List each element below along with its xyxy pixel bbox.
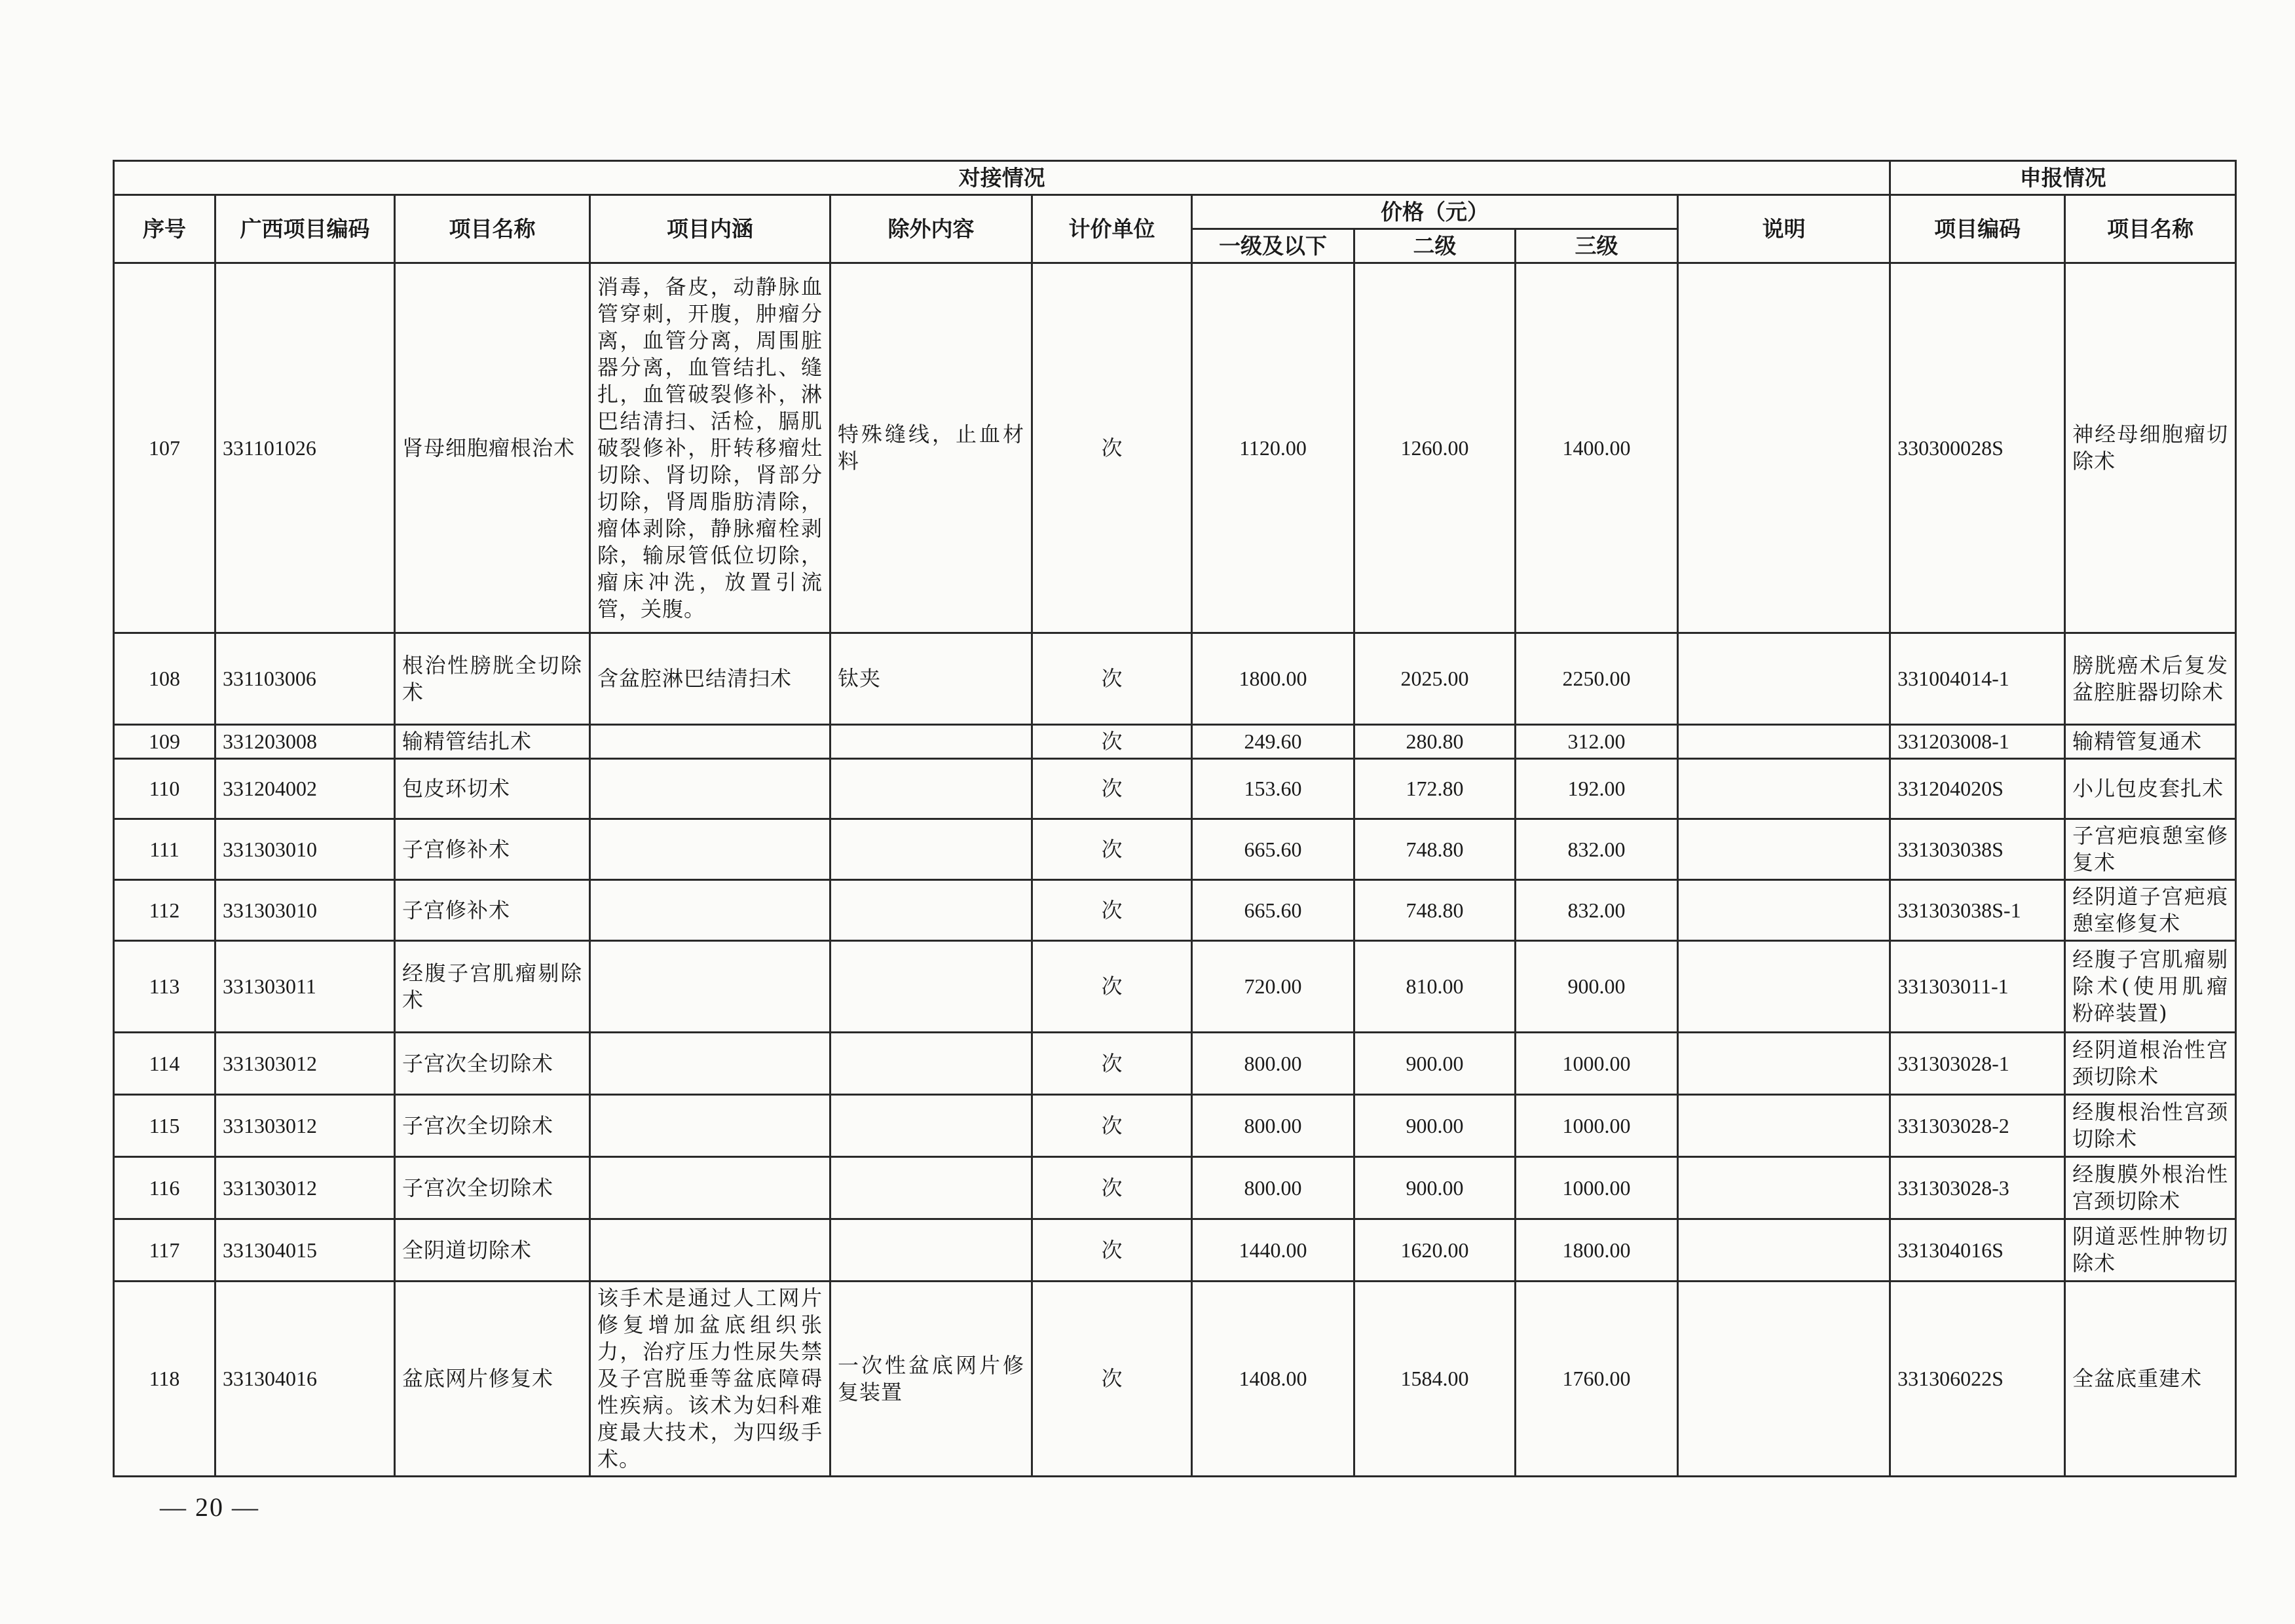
cell-p3: 900.00 (1516, 941, 1678, 1033)
cell-name: 子宫修补术 (395, 880, 590, 941)
cell-seq: 109 (114, 725, 215, 759)
cell-excluded (830, 1095, 1032, 1157)
col-header-price-level2: 二级 (1354, 229, 1516, 263)
cell-p1: 1120.00 (1192, 263, 1354, 633)
cell-seq: 118 (114, 1282, 215, 1477)
cell-p1: 1408.00 (1192, 1282, 1354, 1477)
table-row (114, 725, 2236, 759)
cell-name: 子宫次全切除术 (395, 1095, 590, 1157)
cell-note (1678, 759, 1890, 819)
cell-excluded: 一次性盆底网片修复装置 (830, 1282, 1032, 1477)
col-header-unit: 计价单位 (1032, 195, 1192, 263)
cell-gx-code: 331203008 (215, 725, 395, 759)
col-header-excluded: 除外内容 (830, 195, 1032, 263)
cell-content (590, 759, 830, 819)
cell-excluded: 特殊缝线，止血材料 (830, 263, 1032, 633)
cell-p2: 748.80 (1354, 880, 1516, 941)
cell-excluded: 钛夹 (830, 633, 1032, 725)
table-row (114, 633, 2236, 725)
cell-name: 子宫次全切除术 (395, 1157, 590, 1219)
cell-note (1678, 1219, 1890, 1282)
cell-p2: 1584.00 (1354, 1282, 1516, 1477)
cell-content (590, 819, 830, 880)
cell-unit: 次 (1032, 1282, 1192, 1477)
cell-apply-code: 331303011-1 (1890, 941, 2065, 1033)
cell-p1: 249.60 (1192, 725, 1354, 759)
cell-apply-code: 331306022S (1890, 1282, 2065, 1477)
table-row (114, 1282, 2236, 1477)
cell-name: 输精管结扎术 (395, 725, 590, 759)
col-header-seq: 序号 (114, 195, 215, 263)
cell-apply-code: 331304016S (1890, 1219, 2065, 1282)
table-body (114, 263, 2236, 1477)
cell-content (590, 880, 830, 941)
cell-p3: 1000.00 (1516, 1157, 1678, 1219)
cell-name: 包皮环切术 (395, 759, 590, 819)
cell-gx-code: 331303012 (215, 1033, 395, 1095)
cell-p2: 280.80 (1354, 725, 1516, 759)
cell-apply-name: 经腹根治性宫颈切除术 (2065, 1095, 2236, 1157)
group-header-docking: 对接情况 (114, 161, 1890, 195)
cell-gx-code: 331101026 (215, 263, 395, 633)
cell-p3: 1000.00 (1516, 1033, 1678, 1095)
cell-seq: 108 (114, 633, 215, 725)
col-header-apply-code: 项目编码 (1890, 195, 2065, 263)
table-row (114, 1033, 2236, 1095)
cell-excluded (830, 941, 1032, 1033)
cell-p3: 2250.00 (1516, 633, 1678, 725)
cell-content: 消毒，备皮，动静脉血管穿刺，开腹，肿瘤分离，血管分离，周围脏器分离，血管结扎、缝扎，血管破裂修补，淋巴结清扫、活检，膈肌破裂修补，肝转移瘤灶切除、肾切除，肾部分切除，肾周脂肪清除，瘤体剥除，静脉瘤栓剥除，输尿管低位切除，瘤床冲洗，放置引流管，关腹。 (590, 263, 830, 633)
table-row (114, 1157, 2236, 1219)
table-row (114, 1095, 2236, 1157)
table-row (114, 759, 2236, 819)
col-header-apply-name: 项目名称 (2065, 195, 2236, 263)
cell-p1: 800.00 (1192, 1033, 1354, 1095)
cell-name: 肾母细胞瘤根治术 (395, 263, 590, 633)
cell-apply-name: 小儿包皮套扎术 (2065, 759, 2236, 819)
cell-seq: 114 (114, 1033, 215, 1095)
table-row (114, 819, 2236, 880)
cell-apply-code: 331204020S (1890, 759, 2065, 819)
cell-seq: 111 (114, 819, 215, 880)
cell-note (1678, 1282, 1890, 1477)
cell-p2: 900.00 (1354, 1095, 1516, 1157)
cell-p2: 172.80 (1354, 759, 1516, 819)
cell-note (1678, 263, 1890, 633)
cell-p3: 1000.00 (1516, 1095, 1678, 1157)
cell-name: 全阴道切除术 (395, 1219, 590, 1282)
cell-gx-code: 331303010 (215, 819, 395, 880)
col-header-price-level1: 一级及以下 (1192, 229, 1354, 263)
cell-seq: 115 (114, 1095, 215, 1157)
cell-p2: 1620.00 (1354, 1219, 1516, 1282)
col-header-content: 项目内涵 (590, 195, 830, 263)
cell-note (1678, 941, 1890, 1033)
cell-seq: 110 (114, 759, 215, 819)
cell-apply-code: 331303028-1 (1890, 1033, 2065, 1095)
col-header-price-level3: 三级 (1516, 229, 1678, 263)
cell-gx-code: 331303010 (215, 880, 395, 941)
table-row (114, 880, 2236, 941)
page-number: — 20 — (160, 1492, 259, 1522)
cell-gx-code: 331303011 (215, 941, 395, 1033)
cell-p3: 832.00 (1516, 819, 1678, 880)
cell-name: 子宫次全切除术 (395, 1033, 590, 1095)
cell-apply-name: 阴道恶性肿物切除术 (2065, 1219, 2236, 1282)
cell-p1: 720.00 (1192, 941, 1354, 1033)
cell-unit: 次 (1032, 1157, 1192, 1219)
cell-p3: 1400.00 (1516, 263, 1678, 633)
cell-name: 根治性膀胱全切除术 (395, 633, 590, 725)
cell-seq: 117 (114, 1219, 215, 1282)
cell-unit: 次 (1032, 819, 1192, 880)
cell-unit: 次 (1032, 880, 1192, 941)
cell-seq: 112 (114, 880, 215, 941)
cell-apply-name: 全盆底重建术 (2065, 1282, 2236, 1477)
group-header-application: 申报情况 (1890, 161, 2236, 195)
cell-excluded (830, 1219, 1032, 1282)
col-header-price-group: 价格（元） (1192, 195, 1678, 229)
cell-name: 经腹子宫肌瘤剔除术 (395, 941, 590, 1033)
cell-apply-name: 经阴道子宫疤痕憩室修复术 (2065, 880, 2236, 941)
cell-content (590, 941, 830, 1033)
table-row (114, 263, 2236, 633)
cell-note (1678, 880, 1890, 941)
cell-gx-code: 331303012 (215, 1157, 395, 1219)
cell-p3: 312.00 (1516, 725, 1678, 759)
cell-p2: 1260.00 (1354, 263, 1516, 633)
cell-p1: 800.00 (1192, 1095, 1354, 1157)
cell-content: 含盆腔淋巴结清扫术 (590, 633, 830, 725)
cell-apply-code: 330300028S (1890, 263, 2065, 633)
col-header-gx-code: 广西项目编码 (215, 195, 395, 263)
cell-apply-name: 子宫疤痕憩室修复术 (2065, 819, 2236, 880)
cell-apply-code: 331004014-1 (1890, 633, 2065, 725)
cell-note (1678, 819, 1890, 880)
cell-apply-name: 膀胱癌术后复发盆腔脏器切除术 (2065, 633, 2236, 725)
cell-excluded (830, 819, 1032, 880)
cell-apply-code: 331203008-1 (1890, 725, 2065, 759)
cell-name: 子宫修补术 (395, 819, 590, 880)
cell-excluded (830, 880, 1032, 941)
cell-unit: 次 (1032, 1219, 1192, 1282)
cell-p2: 900.00 (1354, 1157, 1516, 1219)
cell-apply-code: 331303038S-1 (1890, 880, 2065, 941)
cell-p3: 1760.00 (1516, 1282, 1678, 1477)
cell-p3: 832.00 (1516, 880, 1678, 941)
cell-unit: 次 (1032, 941, 1192, 1033)
cell-unit: 次 (1032, 263, 1192, 633)
cell-note (1678, 1095, 1890, 1157)
cell-p2: 810.00 (1354, 941, 1516, 1033)
col-header-note: 说明 (1678, 195, 1890, 263)
cell-apply-name: 经阴道根治性宫颈切除术 (2065, 1033, 2236, 1095)
cell-gx-code: 331303012 (215, 1095, 395, 1157)
cell-p2: 748.80 (1354, 819, 1516, 880)
cell-content (590, 1219, 830, 1282)
cell-p1: 153.60 (1192, 759, 1354, 819)
cell-excluded (830, 1157, 1032, 1219)
table-row (114, 941, 2236, 1033)
cell-p1: 1800.00 (1192, 633, 1354, 725)
table-row (114, 1219, 2236, 1282)
cell-apply-name: 输精管复通术 (2065, 725, 2236, 759)
cell-p1: 665.60 (1192, 880, 1354, 941)
cell-p2: 2025.00 (1354, 633, 1516, 725)
cell-p3: 1800.00 (1516, 1219, 1678, 1282)
cell-seq: 113 (114, 941, 215, 1033)
cell-note (1678, 725, 1890, 759)
cell-excluded (830, 725, 1032, 759)
cell-apply-name: 经腹膜外根治性宫颈切除术 (2065, 1157, 2236, 1219)
cell-note (1678, 1033, 1890, 1095)
cell-content: 该手术是通过人工网片修复增加盆底组织张力，治疗压力性尿失禁及子宫脱垂等盆底障碍性疾病。该术为妇科难度最大技术，为四级手术。 (590, 1282, 830, 1477)
cell-gx-code: 331204002 (215, 759, 395, 819)
cell-content (590, 725, 830, 759)
cell-name: 盆底网片修复术 (395, 1282, 590, 1477)
cell-seq: 116 (114, 1157, 215, 1219)
col-header-name: 项目名称 (395, 195, 590, 263)
cell-excluded (830, 759, 1032, 819)
cell-unit: 次 (1032, 725, 1192, 759)
cell-p1: 1440.00 (1192, 1219, 1354, 1282)
cell-p3: 192.00 (1516, 759, 1678, 819)
cell-unit: 次 (1032, 759, 1192, 819)
cell-apply-code: 331303028-3 (1890, 1157, 2065, 1219)
cell-unit: 次 (1032, 1095, 1192, 1157)
cell-gx-code: 331103006 (215, 633, 395, 725)
cell-p1: 800.00 (1192, 1157, 1354, 1219)
cell-note (1678, 1157, 1890, 1219)
cell-gx-code: 331304016 (215, 1282, 395, 1477)
cell-excluded (830, 1033, 1032, 1095)
cell-content (590, 1157, 830, 1219)
cell-p2: 900.00 (1354, 1033, 1516, 1095)
pricing-table (113, 160, 2237, 1477)
cell-content (590, 1033, 830, 1095)
cell-apply-name: 经腹子宫肌瘤剔除术(使用肌瘤粉碎装置) (2065, 941, 2236, 1033)
cell-content (590, 1095, 830, 1157)
cell-note (1678, 633, 1890, 725)
cell-apply-code: 331303038S (1890, 819, 2065, 880)
cell-seq: 107 (114, 263, 215, 633)
cell-unit: 次 (1032, 633, 1192, 725)
cell-p1: 665.60 (1192, 819, 1354, 880)
cell-apply-code: 331303028-2 (1890, 1095, 2065, 1157)
cell-gx-code: 331304015 (215, 1219, 395, 1282)
cell-unit: 次 (1032, 1033, 1192, 1095)
cell-apply-name: 神经母细胞瘤切除术 (2065, 263, 2236, 633)
